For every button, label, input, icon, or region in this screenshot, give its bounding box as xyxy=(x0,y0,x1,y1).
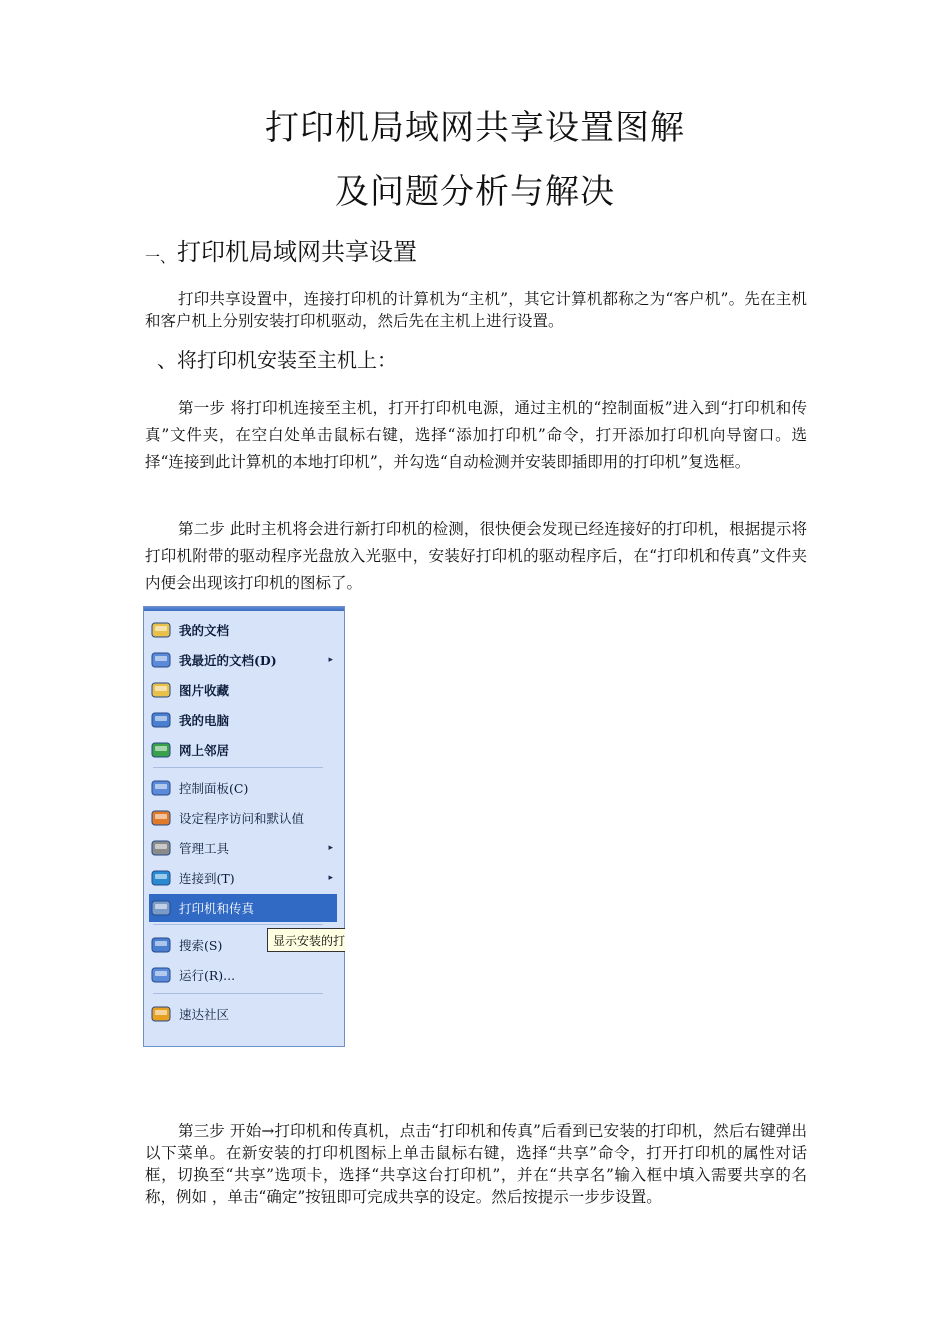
menu-separator xyxy=(153,767,323,768)
submenu-arrow-icon: ▸ xyxy=(328,873,333,883)
start-menu-item-label: 图片收藏 xyxy=(179,683,230,698)
control-panel-icon xyxy=(149,776,173,800)
start-menu-item[interactable] xyxy=(149,646,337,674)
step2-paragraph: 第二步 此时主机将会进行新打印机的检测，很快便会发现已经连接好的打印机，根据提示将打印机附带的驱动程序光盘放入光驱中，安装好打印机的驱动程序后，在“打印机和传真”文件夹内便会出现该打印机的图标了。 xyxy=(145,520,807,592)
folder-pictures-icon xyxy=(149,678,173,702)
start-menu-item[interactable] xyxy=(149,676,337,704)
start-menu-item-label: 我最近的文档(D) xyxy=(179,653,277,668)
doc-title-line1: 打印机局域网共享设置图解 xyxy=(265,108,685,148)
start-menu-item-label: 设定程序访问和默认值 xyxy=(179,811,305,826)
start-menu-item-label: 网上邻居 xyxy=(179,743,230,758)
start-menu-item[interactable] xyxy=(149,894,337,922)
start-menu-item-label: 速达社区 xyxy=(179,1007,230,1022)
start-menu-item-label: 管理工具 xyxy=(179,841,230,856)
step3-paragraph: 第三步 开始→打印机和传真机，点击“打印机和传真”后看到已安装的打印机，然后右键弹出以下菜单。在新安装的打印机图标上单击鼠标右键，选择“共享”命令，打开打印机的属性对话框，切换至“共享”选项卡，选择“共享这台打印机”，并在“共享名”输入框中填入需要共享的名称，例如 ，单击“确定”按钮即可完成共享的设定。然后按提示一步步设置。 xyxy=(145,1122,807,1206)
network-icon xyxy=(149,738,173,762)
menu-top-bar xyxy=(144,607,344,611)
start-menu-item[interactable] xyxy=(149,774,337,802)
recent-documents-icon xyxy=(149,648,173,672)
start-menu-item-label: 控制面板(C) xyxy=(179,781,249,796)
step1-paragraph: 第一步 将打印机连接至主机，打开打印机电源，通过主机的“控制面板”进入到“打印机和传真”文件夹，在空白处单击鼠标右键，选择“添加打印机”命令，打开添加打印机向导窗口。选择“连接到此计算机的本地打印机”，并勾选“自动检测并安装即插即用的打印机”复选框。 xyxy=(145,399,807,471)
start-menu-item[interactable] xyxy=(149,834,337,862)
start-menu-item-label: 我的文档 xyxy=(179,623,230,638)
start-menu-item[interactable] xyxy=(149,864,337,892)
start-menu-item[interactable] xyxy=(149,961,337,989)
start-menu-item[interactable] xyxy=(149,706,337,734)
menu-separator xyxy=(153,993,323,994)
admin-tools-icon xyxy=(149,836,173,860)
start-menu-item-label: 运行(R)... xyxy=(179,968,236,983)
start-menu-item[interactable] xyxy=(149,1000,337,1028)
section-title: 打印机局域网共享设置 xyxy=(177,238,418,266)
folder-documents-icon xyxy=(149,618,173,642)
program-defaults-icon xyxy=(149,806,173,830)
start-menu-item[interactable] xyxy=(149,736,337,764)
printer-tooltip: 显示安装的打 xyxy=(267,928,345,952)
start-menu-item[interactable] xyxy=(149,616,337,644)
menu-separator xyxy=(153,924,323,925)
section-heading xyxy=(145,232,417,267)
start-menu-item[interactable] xyxy=(149,804,337,832)
search-icon xyxy=(149,933,173,957)
submenu-arrow-icon: ▸ xyxy=(328,655,333,665)
printer-icon xyxy=(149,896,173,920)
connect-to-icon xyxy=(149,866,173,890)
section-number: 一、 xyxy=(145,248,176,266)
start-menu-item-label: 我的电脑 xyxy=(179,713,230,728)
doc-title-line2: 及问题分析与解决 xyxy=(335,172,615,212)
subsection-title: 、将打印机安装至主机上： xyxy=(157,348,397,372)
start-menu-item-label: 打印机和传真 xyxy=(179,901,255,916)
intro-paragraph: 打印共享设置中，连接打印机的计算机为“主机”，其它计算机都称之为“客户机”。先在主机和客户机上分别安装打印机驱动，然后先在主机上进行设置。 xyxy=(145,290,807,330)
community-icon xyxy=(149,1002,173,1026)
start-menu-item-label: 搜索(S) xyxy=(179,938,223,953)
submenu-arrow-icon: ▸ xyxy=(328,843,333,853)
start-menu-item-label: 连接到(T) xyxy=(179,871,235,886)
run-icon xyxy=(149,963,173,987)
computer-icon xyxy=(149,708,173,732)
